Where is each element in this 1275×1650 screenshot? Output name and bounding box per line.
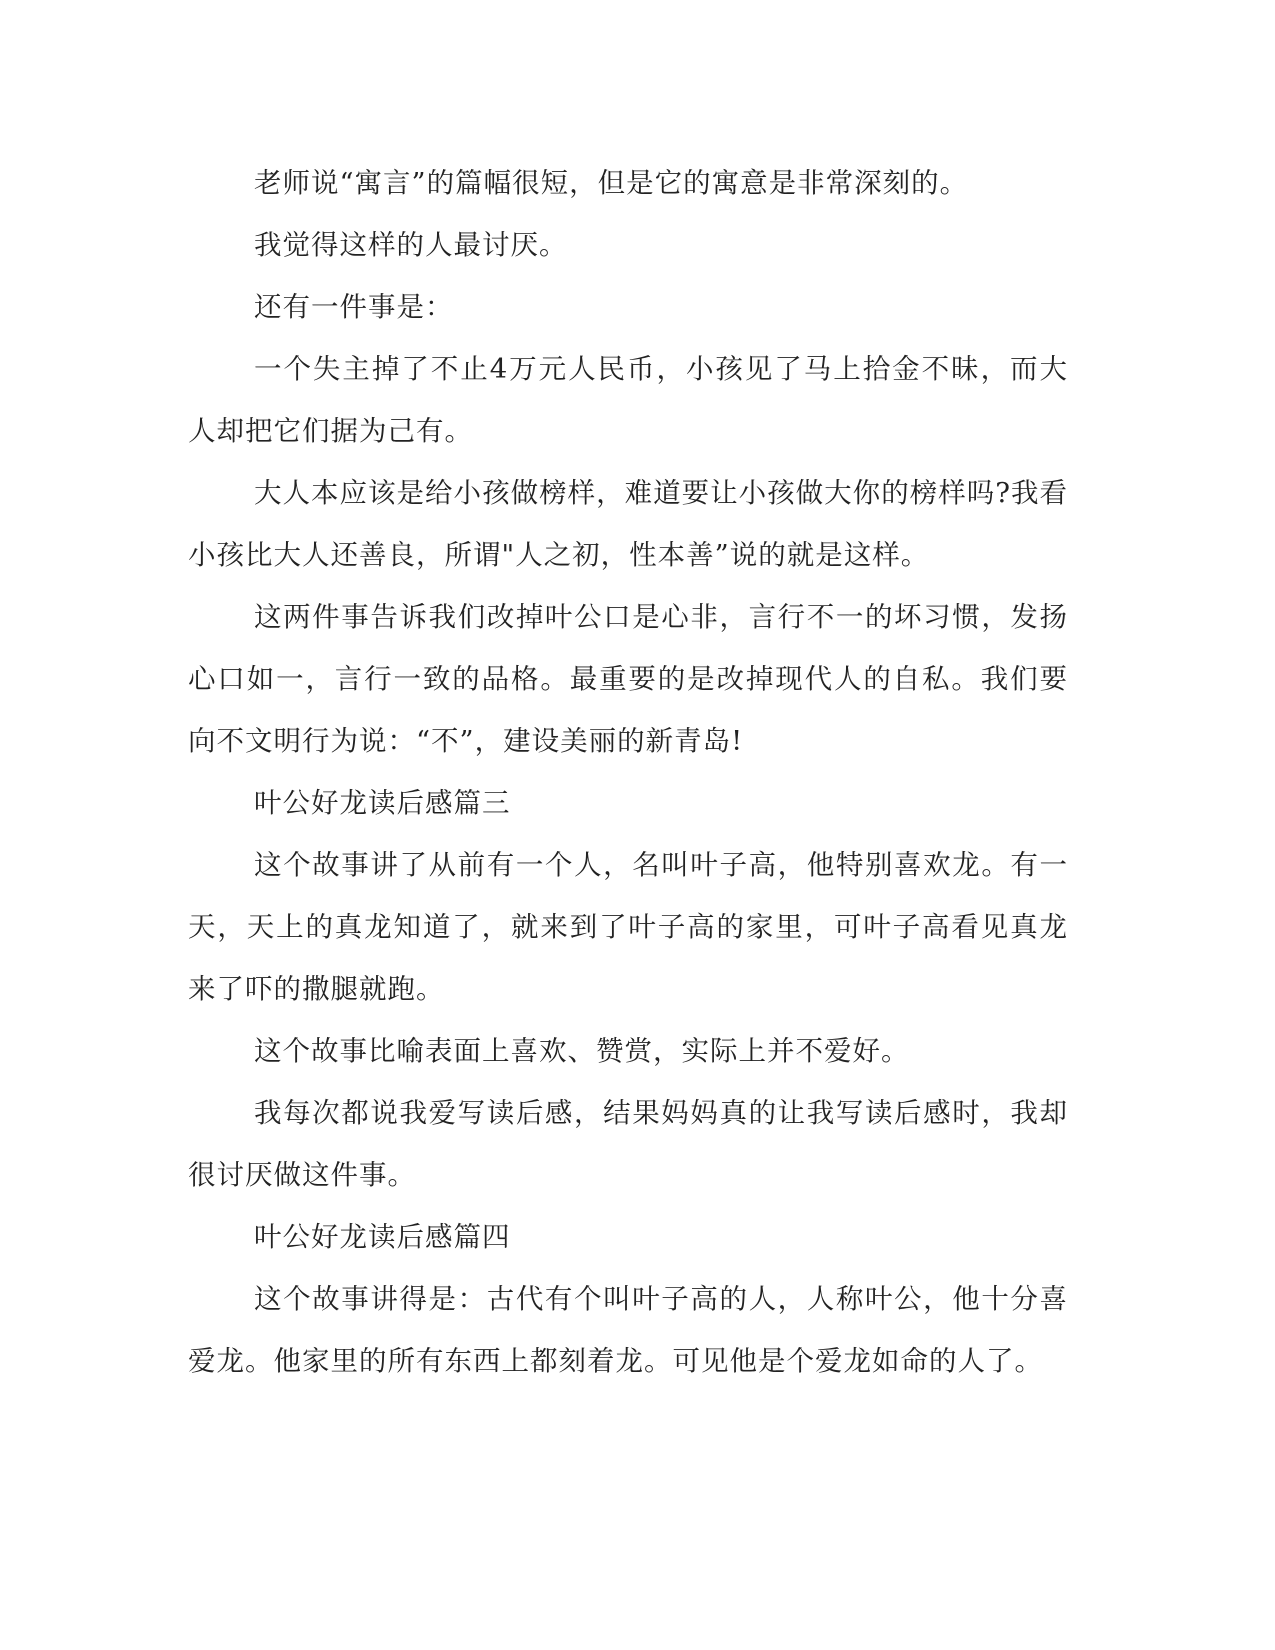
paragraph: 我觉得这样的人最讨厌。 bbox=[254, 229, 568, 261]
paragraph: 这个故事比喻表面上喜欢、赞赏，实际上并不爱好。 bbox=[254, 1035, 910, 1067]
paragraph: 我每次都说我爱写读后感，结果妈妈真的让我写读后感时，我却很讨厌做这件事。 bbox=[188, 1097, 1068, 1191]
paragraph: 这个故事讲得是：古代有个叫叶子高的人，人称叶公，他十分喜爱龙。他家里的所有东西上都刻着龙。可见他是个爱龙如命的人了。 bbox=[188, 1283, 1068, 1377]
paragraph: 这两件事告诉我们改掉叶公口是心非，言行不一的坏习惯，发扬心口如一，言行一致的品格。最重要的是改掉现代人的自私。我们要向不文明行为说：“不”，建设美丽的新青岛! bbox=[188, 601, 1068, 757]
paragraph: 老师说“寓言”的篇幅很短，但是它的寓意是非常深刻的。 bbox=[254, 167, 969, 199]
section-heading: 叶公好龙读后感篇三 bbox=[254, 787, 511, 819]
paragraph: 大人本应该是给小孩做榜样，难道要让小孩做大你的榜样吗?我看小孩比大人还善良，所谓"人之初，性本善”说的就是这样。 bbox=[188, 477, 1068, 571]
paragraph: 一个失主掉了不止4万元人民币，小孩见了马上拾金不昧，而大人却把它们据为己有。 bbox=[188, 353, 1068, 447]
paragraph: 这个故事讲了从前有一个人，名叫叶子高，他特别喜欢龙。有一天，天上的真龙知道了，就来到了叶子高的家里，可叶子高看见真龙来了吓的撒腿就跑。 bbox=[188, 849, 1068, 1005]
document-body bbox=[188, 152, 1068, 1392]
section-heading: 叶公好龙读后感篇四 bbox=[254, 1221, 511, 1253]
paragraph: 还有一件事是： bbox=[254, 291, 454, 323]
